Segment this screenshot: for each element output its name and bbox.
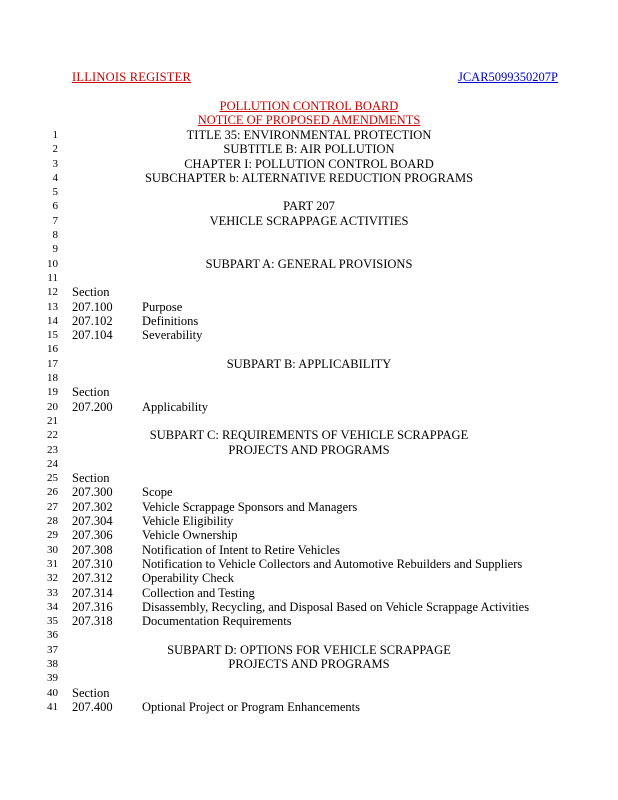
line-number: 8 bbox=[52, 229, 58, 242]
line-number: 17 bbox=[47, 357, 58, 370]
document-line bbox=[0, 686, 618, 700]
line-number: 4 bbox=[52, 171, 58, 184]
document-line bbox=[0, 500, 618, 514]
document-line bbox=[0, 700, 618, 714]
line-number: 19 bbox=[47, 386, 58, 399]
document-line bbox=[0, 371, 618, 385]
document-line bbox=[0, 643, 618, 657]
line-number: 24 bbox=[47, 457, 58, 470]
document-line bbox=[0, 157, 618, 171]
document-line bbox=[0, 485, 618, 499]
document-line bbox=[0, 557, 618, 571]
section-title: Disassembly, Recycling, and Disposal Based on Vehicle Scrappage Activities bbox=[142, 599, 530, 614]
line-number: 15 bbox=[47, 329, 58, 342]
document-id: JCAR5099350207P bbox=[457, 70, 558, 84]
document-line bbox=[0, 214, 618, 228]
section-title: Vehicle Eligibility bbox=[142, 514, 234, 529]
section-title: Collection and Testing bbox=[142, 585, 255, 600]
document-line bbox=[0, 600, 618, 614]
document-line bbox=[0, 571, 618, 585]
document-line bbox=[0, 514, 618, 528]
line-number: 32 bbox=[47, 572, 58, 585]
line-number: 37 bbox=[47, 643, 58, 656]
line-number: 7 bbox=[52, 214, 58, 227]
document-line bbox=[0, 242, 618, 256]
notice-type: NOTICE OF PROPOSED AMENDMENTS bbox=[197, 113, 421, 128]
line-text: Section bbox=[72, 471, 110, 486]
document-line bbox=[0, 300, 618, 314]
line-number: 35 bbox=[47, 615, 58, 628]
document-line bbox=[0, 185, 618, 199]
publication-name: ILLINOIS REGISTER bbox=[72, 70, 192, 84]
centered-heading: SUBCHAPTER b: ALTERNATIVE REDUCTION PROGRAMS bbox=[144, 170, 474, 185]
document-line bbox=[0, 342, 618, 356]
document-line bbox=[0, 328, 618, 342]
section-number: 207.308 bbox=[72, 542, 113, 557]
section-number: 207.300 bbox=[72, 485, 113, 500]
section-number: 207.306 bbox=[72, 528, 113, 543]
line-number: 14 bbox=[47, 314, 58, 327]
section-number: 207.304 bbox=[72, 514, 113, 529]
line-number: 26 bbox=[47, 486, 58, 499]
line-text: Section bbox=[72, 285, 110, 300]
section-title: Scope bbox=[142, 485, 173, 500]
section-title: Operability Check bbox=[142, 571, 234, 586]
centered-heading: PART 207 bbox=[283, 199, 335, 214]
document-line bbox=[0, 428, 618, 442]
section-title: Severability bbox=[142, 328, 203, 343]
line-number: 10 bbox=[47, 257, 58, 270]
document-line bbox=[0, 285, 618, 299]
document-line bbox=[0, 443, 618, 457]
document-line bbox=[0, 471, 618, 485]
notice-title-block bbox=[0, 99, 618, 128]
section-title: Documentation Requirements bbox=[142, 614, 292, 629]
document-line bbox=[0, 614, 618, 628]
document-line bbox=[0, 671, 618, 685]
document-line bbox=[0, 528, 618, 542]
section-title: Notification of Intent to Retire Vehicles bbox=[142, 542, 340, 557]
centered-heading: SUBPART A: GENERAL PROVISIONS bbox=[205, 256, 413, 271]
line-number: 25 bbox=[47, 472, 58, 485]
section-title: Definitions bbox=[142, 313, 199, 328]
document-line bbox=[0, 199, 618, 213]
line-number: 33 bbox=[47, 586, 58, 599]
document-line bbox=[0, 228, 618, 242]
section-number: 207.400 bbox=[72, 699, 113, 714]
centered-heading: SUBTITLE B: AIR POLLUTION bbox=[223, 142, 395, 157]
section-number: 207.200 bbox=[72, 399, 113, 414]
line-number: 40 bbox=[47, 686, 58, 699]
line-number: 3 bbox=[52, 157, 58, 170]
line-number: 16 bbox=[47, 343, 58, 356]
line-number: 9 bbox=[52, 243, 58, 256]
line-number: 20 bbox=[47, 400, 58, 413]
line-number: 31 bbox=[47, 557, 58, 570]
document-line bbox=[0, 314, 618, 328]
section-number: 207.314 bbox=[72, 585, 113, 600]
numbered-body bbox=[0, 128, 618, 714]
section-number: 207.310 bbox=[72, 556, 113, 571]
line-number: 28 bbox=[47, 515, 58, 528]
section-title: Vehicle Scrappage Sponsors and Managers bbox=[142, 499, 358, 514]
line-number: 27 bbox=[47, 500, 58, 513]
section-number: 207.316 bbox=[72, 599, 113, 614]
line-number: 6 bbox=[52, 200, 58, 213]
line-number: 1 bbox=[52, 129, 58, 141]
document-line bbox=[0, 357, 618, 371]
line-number: 39 bbox=[47, 672, 58, 685]
centered-heading: PROJECTS AND PROGRAMS bbox=[228, 656, 390, 671]
section-title: Applicability bbox=[142, 399, 208, 414]
line-number: 38 bbox=[47, 657, 58, 670]
line-text: Section bbox=[72, 385, 110, 400]
line-number: 29 bbox=[47, 529, 58, 542]
line-text: Section bbox=[72, 685, 110, 700]
document-line bbox=[0, 171, 618, 185]
centered-heading: SUBPART D: OPTIONS FOR VEHICLE SCRAPPAGE bbox=[167, 642, 451, 657]
section-title: Optional Project or Program Enhancements bbox=[142, 699, 360, 714]
line-number: 21 bbox=[47, 414, 58, 427]
line-number: 23 bbox=[47, 443, 58, 456]
section-title: Notification to Vehicle Collectors and Automotive Rebuilders and Suppliers bbox=[142, 556, 523, 571]
line-number: 36 bbox=[47, 629, 58, 642]
document-line bbox=[0, 257, 618, 271]
document-line bbox=[0, 385, 618, 399]
document-line bbox=[0, 128, 618, 142]
line-number: 18 bbox=[47, 372, 58, 385]
line-number: 11 bbox=[47, 271, 58, 284]
centered-heading: SUBPART B: APPLICABILITY bbox=[226, 356, 392, 371]
line-number: 22 bbox=[47, 429, 58, 442]
line-number: 41 bbox=[47, 700, 58, 713]
line-number: 2 bbox=[52, 143, 58, 156]
document-line bbox=[0, 628, 618, 642]
section-number: 207.302 bbox=[72, 499, 113, 514]
section-number: 207.312 bbox=[72, 571, 113, 586]
document-line bbox=[0, 457, 618, 471]
line-number: 30 bbox=[47, 543, 58, 556]
agency-name: POLLUTION CONTROL BOARD bbox=[219, 99, 399, 113]
section-title: Purpose bbox=[142, 299, 183, 314]
section-number: 207.318 bbox=[72, 614, 113, 629]
document-line bbox=[0, 271, 618, 285]
line-number: 5 bbox=[52, 186, 58, 199]
centered-heading: VEHICLE SCRAPPAGE ACTIVITIES bbox=[209, 213, 409, 228]
document-line bbox=[0, 400, 618, 414]
line-number: 13 bbox=[47, 300, 58, 313]
line-number: 12 bbox=[47, 286, 58, 299]
document-line bbox=[0, 142, 618, 156]
section-title: Vehicle Ownership bbox=[142, 528, 238, 543]
line-number: 34 bbox=[47, 600, 58, 613]
document-line bbox=[0, 586, 618, 600]
centered-heading: CHAPTER I: POLLUTION CONTROL BOARD bbox=[184, 156, 434, 171]
centered-heading: TITLE 35: ENVIRONMENTAL PROTECTION bbox=[186, 128, 432, 142]
document-line bbox=[0, 543, 618, 557]
section-number: 207.100 bbox=[72, 299, 113, 314]
page-header bbox=[72, 70, 558, 85]
centered-heading: PROJECTS AND PROGRAMS bbox=[228, 442, 390, 457]
section-number: 207.102 bbox=[72, 313, 113, 328]
centered-heading: SUBPART C: REQUIREMENTS OF VEHICLE SCRAPPAGE bbox=[149, 428, 469, 443]
section-number: 207.104 bbox=[72, 328, 113, 343]
document-line bbox=[0, 414, 618, 428]
document-line bbox=[0, 657, 618, 671]
